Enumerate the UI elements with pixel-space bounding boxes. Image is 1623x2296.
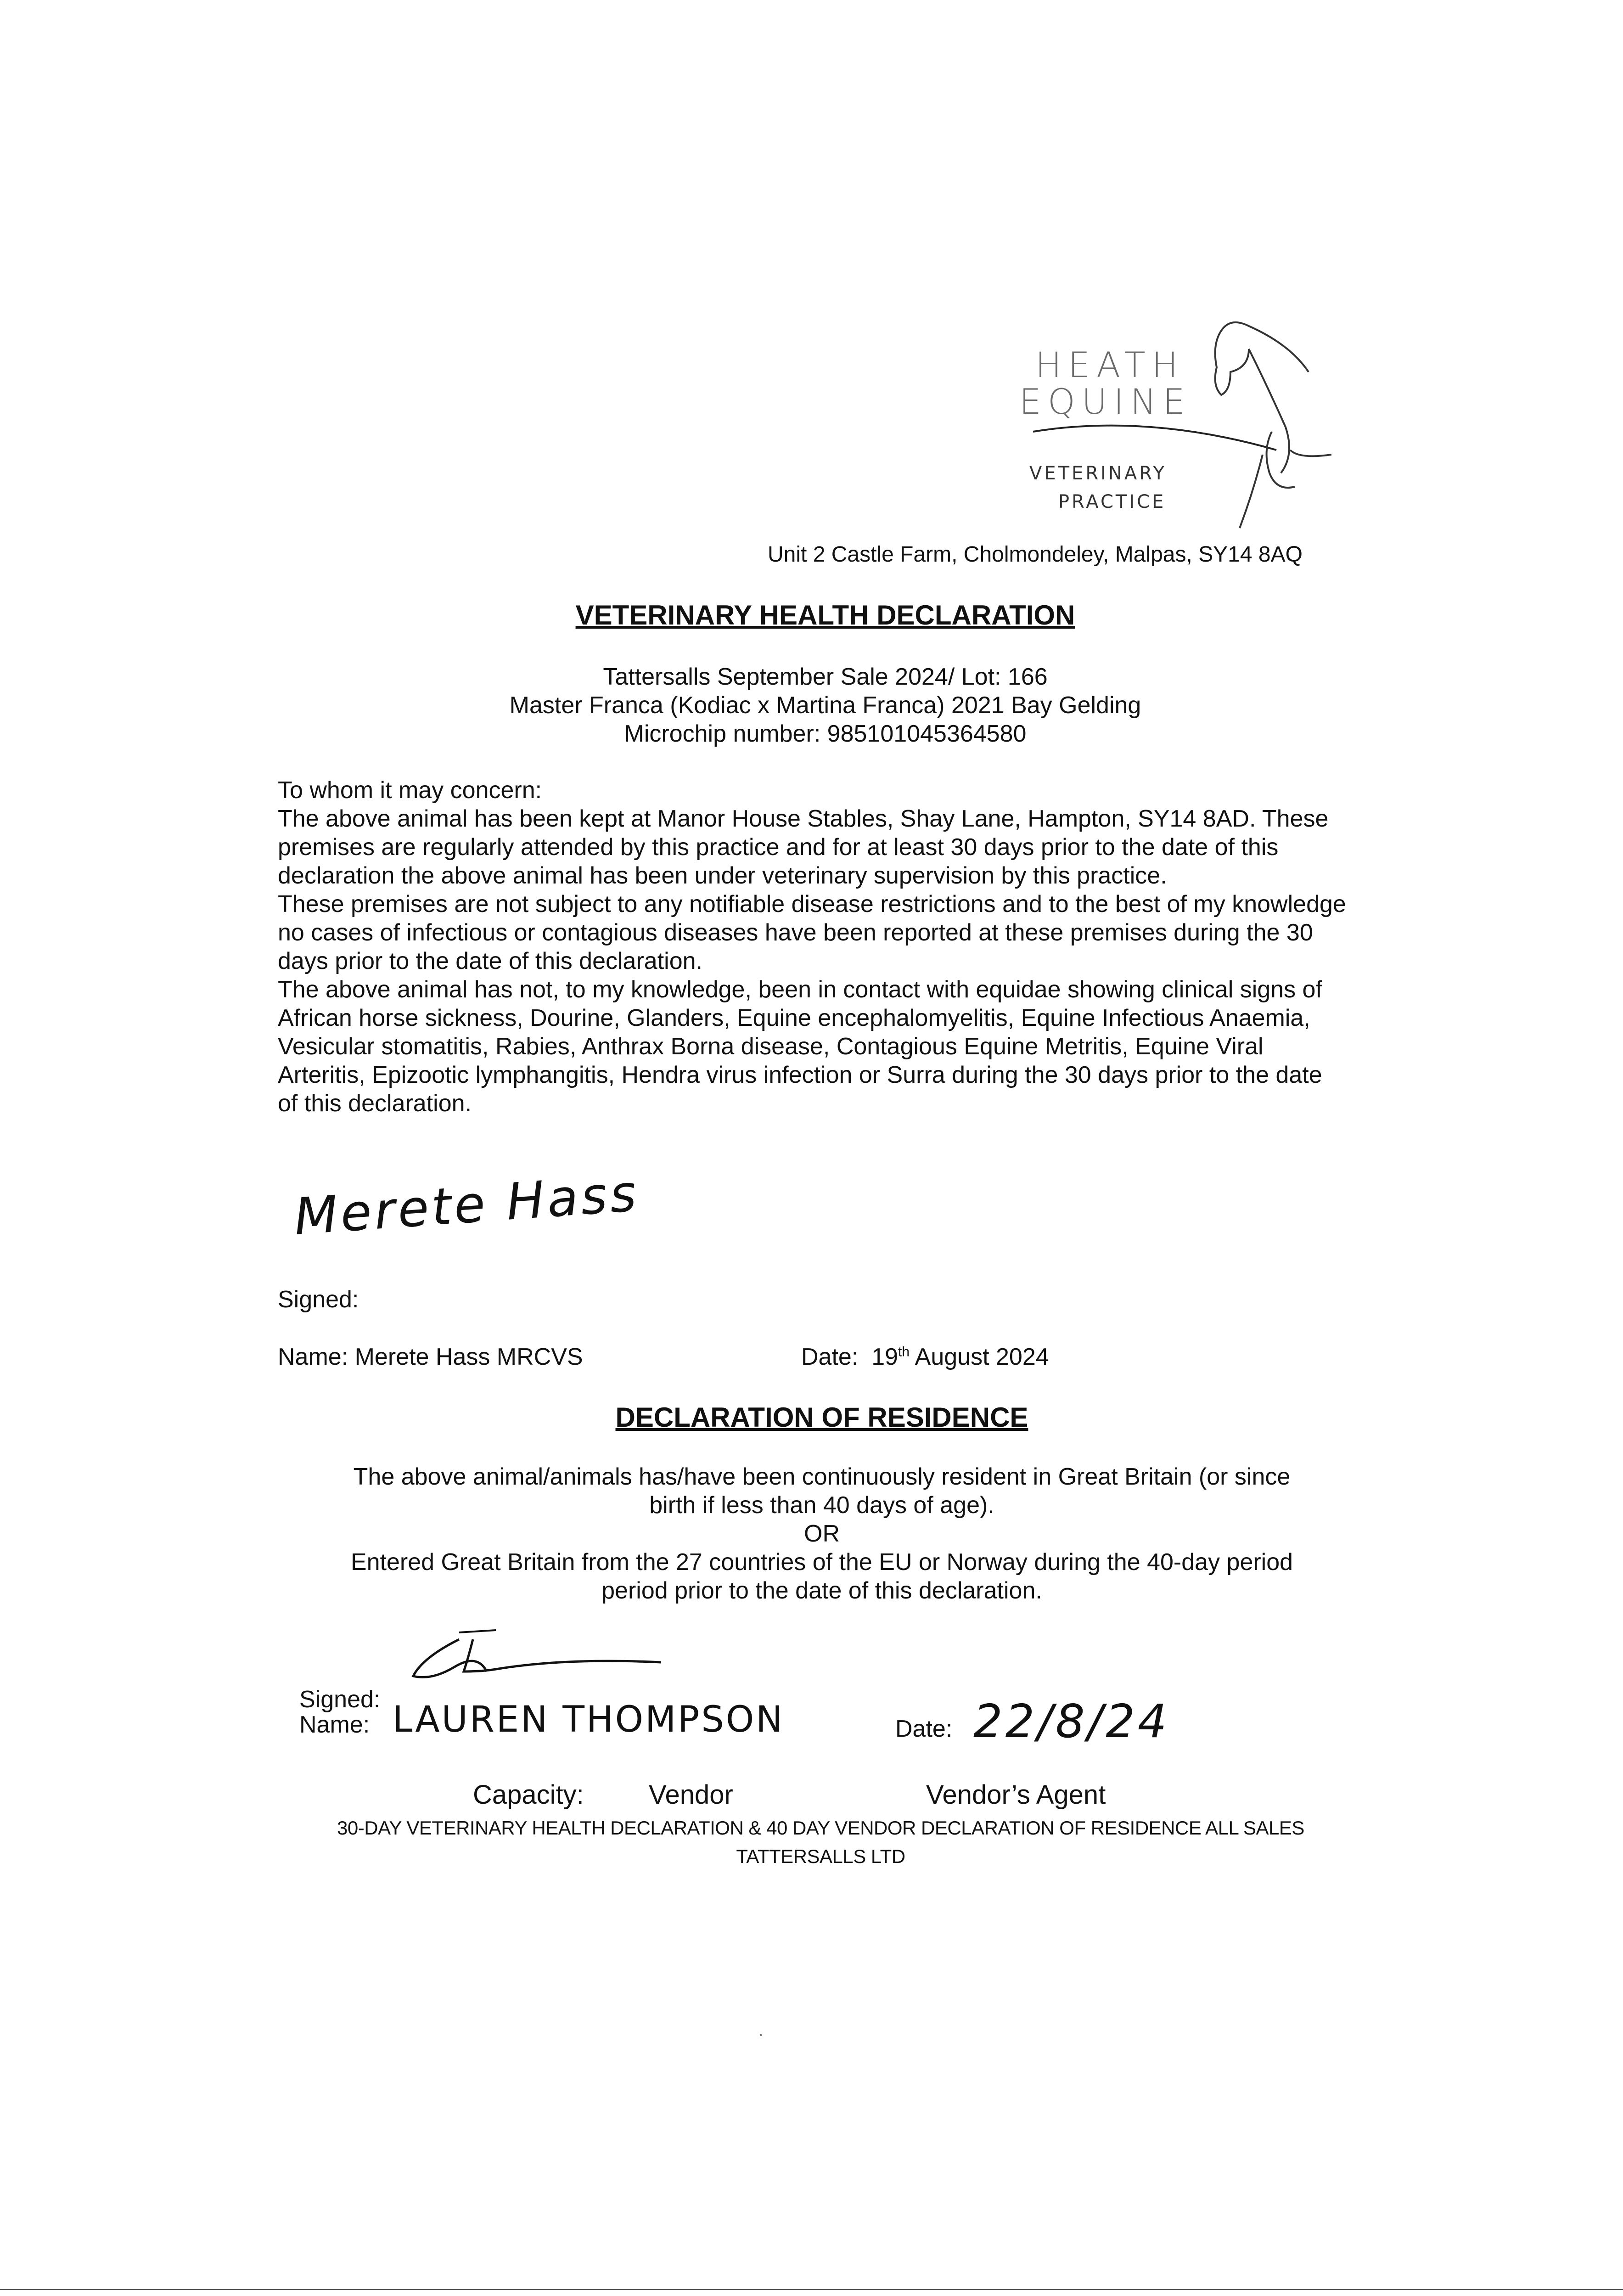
logo-line-equine: EQUINE [1019, 381, 1191, 422]
capacity-vendor: Vendor [649, 1780, 733, 1810]
health-declaration-body [278, 776, 1348, 1118]
residence-line-3: Entered Great Britain from the 27 countries of the EU or Norway during the 40-day period [350, 1549, 1293, 1576]
capacity-row [473, 1779, 584, 1810]
sale-line: Tattersalls September Sale 2024/ Lot: 166 [603, 664, 1048, 690]
vet-date-label: Date: [801, 1344, 859, 1370]
capacity-vendors-agent: Vendor’s Agent [926, 1780, 1106, 1810]
vet-signed-label: Signed: [278, 1286, 359, 1313]
microchip-line: Microchip number: 985101045364580 [624, 720, 1027, 747]
salutation: To whom it may concern: [278, 777, 542, 804]
footer-line-2: TATTERSALLS LTD [736, 1846, 905, 1867]
vendor-signature [404, 1626, 680, 1699]
vet-name: Name: Merete Hass MRCVS [278, 1344, 583, 1370]
vet-date [801, 1343, 1049, 1371]
footer-line-1: 30-DAY VETERINARY HEALTH DECLARATION & 40 DAY VENDOR DECLARATION OF RESIDENCE ALL SALES [337, 1817, 1304, 1839]
vendor-name-label: Name: [299, 1711, 370, 1738]
horse-line: Master Franca (Kodiac x Martina Franca) 2021 Bay Gelding [509, 692, 1141, 719]
disease-contact-paragraph: The above animal has not, to my knowledge, been in contact with equidae showing clinical signs of African horse sickness, Dourine, Glanders, Equine encephalomyelitis, Equine Infectious Anaemia, Vesicular stomatitis, Rabies, Anthrax Borna disease, Contagious Equine Metritis, Equine Viral Arteritis, Epizootic lymphangitis, Hendra virus infection or Surra during the 30 days prior to the date of this declaration. [278, 976, 1322, 1117]
vet-date-rest: August 2024 [915, 1344, 1049, 1370]
capacity-label: Capacity: [473, 1780, 584, 1810]
logo-line-heath: HEATH [1035, 344, 1185, 385]
logo-line-veterinary: VETERINARY [1029, 463, 1167, 484]
vet-date-day: 19 [871, 1344, 899, 1370]
vendor-handwritten-date: 22/8/24 [973, 1694, 1170, 1748]
health-declaration-title: VETERINARY HEALTH DECLARATION [575, 600, 1075, 630]
horse-head-icon [1185, 317, 1331, 537]
vet-signature: Merete Hass [292, 1163, 641, 1247]
residence-line-2: birth if less than 40 days of age). [649, 1492, 994, 1519]
vendor-signed-label: Signed: [299, 1686, 381, 1713]
residence-or: OR [804, 1520, 840, 1547]
vendor-date-label: Date: [895, 1716, 953, 1742]
practice-logo [1010, 317, 1331, 537]
logo-line-practice: PRACTICE [1058, 491, 1166, 512]
scan-bottom-line [0, 2289, 1623, 2290]
residence-line-1: The above animal/animals has/have been continuously resident in Great Britain (or since [353, 1463, 1291, 1490]
vendor-handwritten-name: LAUREN THOMPSON [393, 1699, 785, 1740]
residence-declaration-title: DECLARATION OF RESIDENCE [615, 1402, 1028, 1433]
scan-dot [760, 2034, 762, 2036]
residence-line-4: period prior to the date of this declaration. [601, 1577, 1042, 1604]
vet-date-suffix: th [898, 1344, 910, 1360]
restrictions-paragraph: These premises are not subject to any notifiable disease restrictions and to the best of my knowledge no cases of infectious or contagious diseases have been reported at these premises during the 30 days prior to the date of this declaration. [278, 891, 1346, 974]
premises-paragraph: The above animal has been kept at Manor House Stables, Shay Lane, Hampton, SY14 8AD. These premises are regularly attended by this practice and for at least 30 days prior to the date of this declaration the above animal has been under veterinary supervision by this practice. [278, 805, 1329, 889]
practice-address: Unit 2 Castle Farm, Cholmondeley, Malpas, SY14 8AQ [768, 542, 1303, 567]
